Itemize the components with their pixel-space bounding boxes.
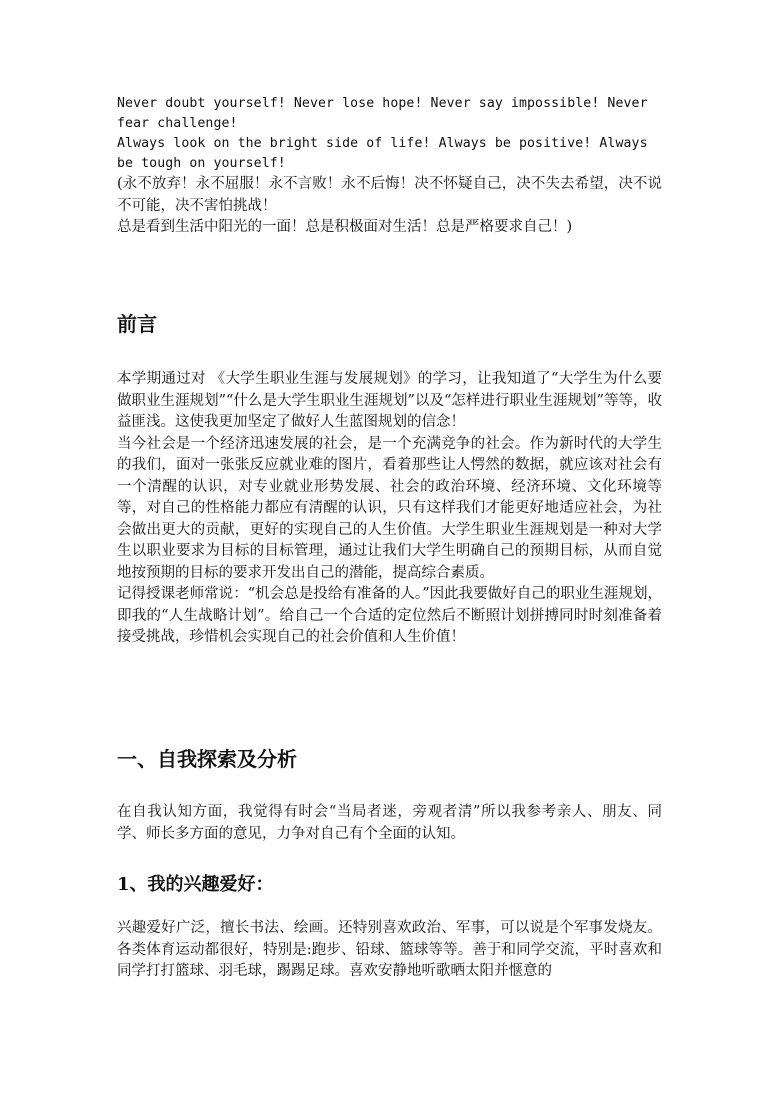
motto-english-line-1: Never doubt yourself! Never lose hope! Never say impossible! Never fear challenge! [117,96,648,131]
preface-heading [117,310,662,338]
section1-heading [117,745,662,773]
preface-paragraph-3: 记得授课老师常说：“机会总是投给有准备的人。”因此我要做好自己的职业生涯规划，即我的“人生战略计划”。给自己一个合适的定位然后不断照计划拼搏同时时刻准备着接受挑战，珍惜机会实现自己的社会价值和人生价值！ [117,586,662,645]
preface-paragraph-2: 当今社会是一个经济迅速发展的社会，是一个充满竞争的社会。作为新时代的大学生的我们，面对一张张反应就业难的图片，看着那些让人愕然的数据，就应该对社会有一个清醒的认识，对专业就业形势发展、社会的政治环境、经济环境、文化环境等等，对自己的性格能力都应有清醒的认识，只有这样我们才能更好地适应社会，为社会做出更大的贡献，更好的实现自己的人生价值。大学生职业生涯规划是一种对大学生以职业要求为目标的目标管理，通过让我们大学生明确自己的预期目标，从而自觉地按预期的目标的要求开发出自己的潜能，提高综合素质。 [117,435,662,581]
subsection1-body [117,918,662,983]
section1-intro-block [117,802,662,845]
motto-english-line-2: Always look on the bright side of life! Always be positive! Always be tough on yourself! [117,136,648,171]
preface-title: 前言 [117,312,157,336]
motto-chinese-line-1: (永不放弃！永不屈服！永不言败！永不后悔！决不怀疑自己，决不失去希望，决不说不可能，决不害怕挑战！ [117,176,662,214]
motto-block [117,94,662,239]
subsection1-title: 1、我的兴趣爱好： [117,874,274,895]
motto-chinese-line-2: 总是看到生活中阳光的一面！总是积极面对生活！总是严格要求自己！) [117,219,573,235]
section1-title: 一、自我探索及分析 [117,747,297,771]
section1-intro: 在自我认知方面，我觉得有时会“当局者迷，旁观者清”所以我参考亲人、朋友、同学、师长多方面的意见，力争对自己有个全面的认知。 [117,804,662,842]
preface-body [117,369,662,649]
preface-paragraph-1: 本学期通过对 《大学生职业生涯与发展规划》的学习，让我知道了“大学生为什么要做职业生涯规划”“什么是大学生职业生涯规划”以及“怎样进行职业生涯规划”等等，收益匪浅。这使我更加坚定了做好人生蓝图规划的信念！ [117,371,662,430]
subsection1-text: 兴趣爱好广泛，擅长书法、绘画。还特别喜欢政治、军事，可以说是个军事发烧友。各类体育运动都很好，特别是:跑步、铅球、篮球等等。善于和同学交流，平时喜欢和同学打打篮球、羽毛球，踢踢足球。喜欢安静地听歌晒太阳并惬意的 [117,920,662,979]
subsection1-heading [117,872,662,898]
